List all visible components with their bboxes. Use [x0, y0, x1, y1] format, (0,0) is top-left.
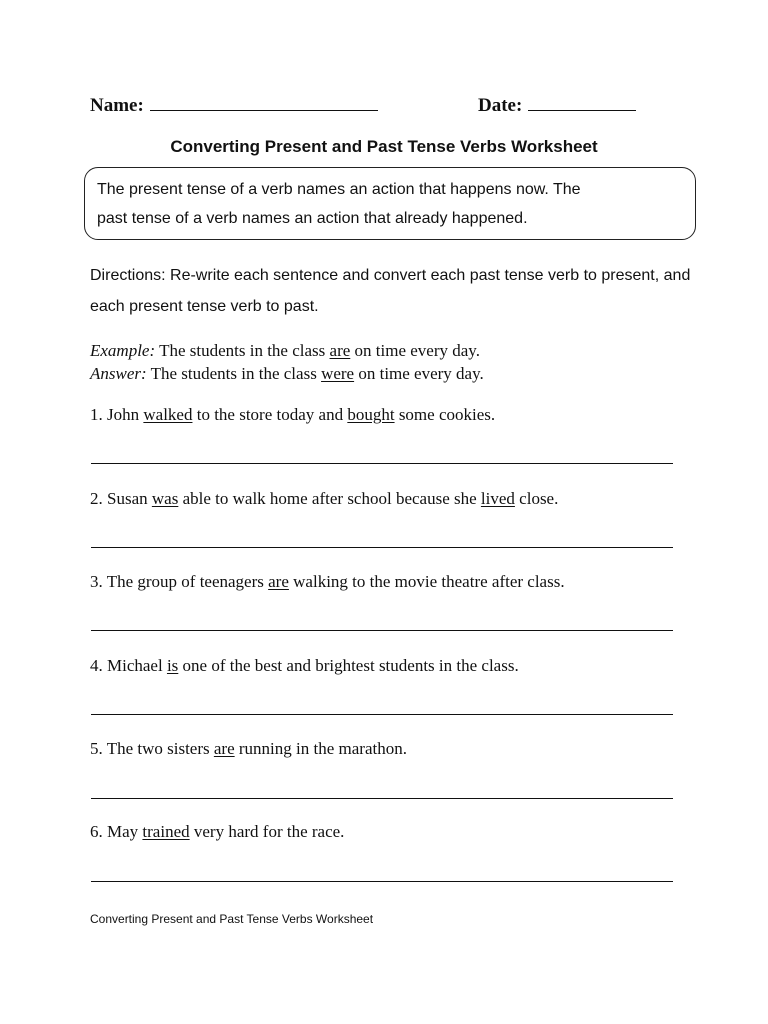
question-text: John	[102, 405, 144, 424]
answer-line-5[interactable]	[91, 798, 673, 799]
answer-line-example	[90, 362, 484, 385]
question-text: Susan	[102, 489, 152, 508]
answer-line-3[interactable]	[91, 630, 673, 631]
question-2	[90, 489, 558, 509]
question-text: very hard for the race.	[189, 822, 345, 841]
question-number: 5.	[90, 739, 103, 758]
definition-line-1: The present tense of a verb names an action that happens now. The	[97, 181, 581, 198]
date-field[interactable]	[478, 92, 636, 117]
answer-line-6[interactable]	[91, 881, 673, 882]
question-6	[90, 822, 344, 842]
question-verb: walked	[143, 405, 193, 424]
question-text: one of the best and brightest students in the class.	[178, 656, 519, 675]
question-5	[90, 739, 407, 759]
question-verb: trained	[142, 822, 190, 841]
answer-line-2[interactable]	[91, 547, 673, 548]
question-text: Michael	[102, 656, 167, 675]
question-number: 2.	[90, 489, 103, 508]
question-text: running in the marathon.	[234, 739, 407, 758]
example-label: Example:	[90, 341, 156, 360]
answer-verb: were	[321, 364, 355, 383]
question-4	[90, 656, 519, 676]
question-text: May	[102, 822, 143, 841]
answer-text-after: on time every day.	[354, 364, 484, 383]
question-text: to the store today and	[192, 405, 348, 424]
example-verb: are	[329, 341, 351, 360]
question-verb: bought	[347, 405, 395, 424]
definition-line-2: past tense of a verb names an action that already happened.	[97, 210, 528, 227]
question-number: 1.	[90, 405, 103, 424]
answer-label: Answer:	[90, 364, 147, 383]
question-number: 6.	[90, 822, 103, 841]
answer-line-1[interactable]	[91, 463, 673, 464]
directions-text: Directions: Re-write each sentence and convert each past tense verb to present, and each present tense verb to past.	[90, 267, 691, 315]
question-verb: are	[213, 739, 235, 758]
name-blank-line[interactable]	[150, 92, 378, 111]
answer-text-before: The students in the class	[146, 364, 322, 383]
date-label: Date:	[478, 95, 523, 116]
question-number: 4.	[90, 656, 103, 675]
question-verb: lived	[480, 489, 515, 508]
question-text: walking to the movie theatre after class.	[288, 572, 565, 591]
question-1	[90, 405, 495, 425]
date-blank-line[interactable]	[528, 92, 636, 111]
name-field[interactable]	[90, 92, 378, 117]
question-verb: was	[151, 489, 179, 508]
question-text: The group of teenagers	[102, 572, 269, 591]
header-row	[90, 92, 690, 120]
example-text-after: on time every day.	[350, 341, 480, 360]
example-line	[90, 339, 484, 362]
question-number: 3.	[90, 572, 103, 591]
question-text: close.	[514, 489, 559, 508]
worksheet-title: Converting Present and Past Tense Verbs Worksheet	[170, 137, 598, 156]
example-text-before: The students in the class	[155, 341, 330, 360]
question-3	[90, 572, 565, 592]
answer-line-4[interactable]	[91, 714, 673, 715]
question-verb: is	[166, 656, 179, 675]
footer-text: Converting Present and Past Tense Verbs Worksheet	[90, 912, 374, 926]
example-block	[90, 339, 484, 385]
definition-box	[84, 167, 696, 240]
question-text: some cookies.	[394, 405, 496, 424]
question-verb: are	[268, 572, 289, 591]
name-label: Name:	[90, 95, 144, 116]
question-text: The two sisters	[102, 739, 214, 758]
question-text: able to walk home after school because she	[178, 489, 481, 508]
